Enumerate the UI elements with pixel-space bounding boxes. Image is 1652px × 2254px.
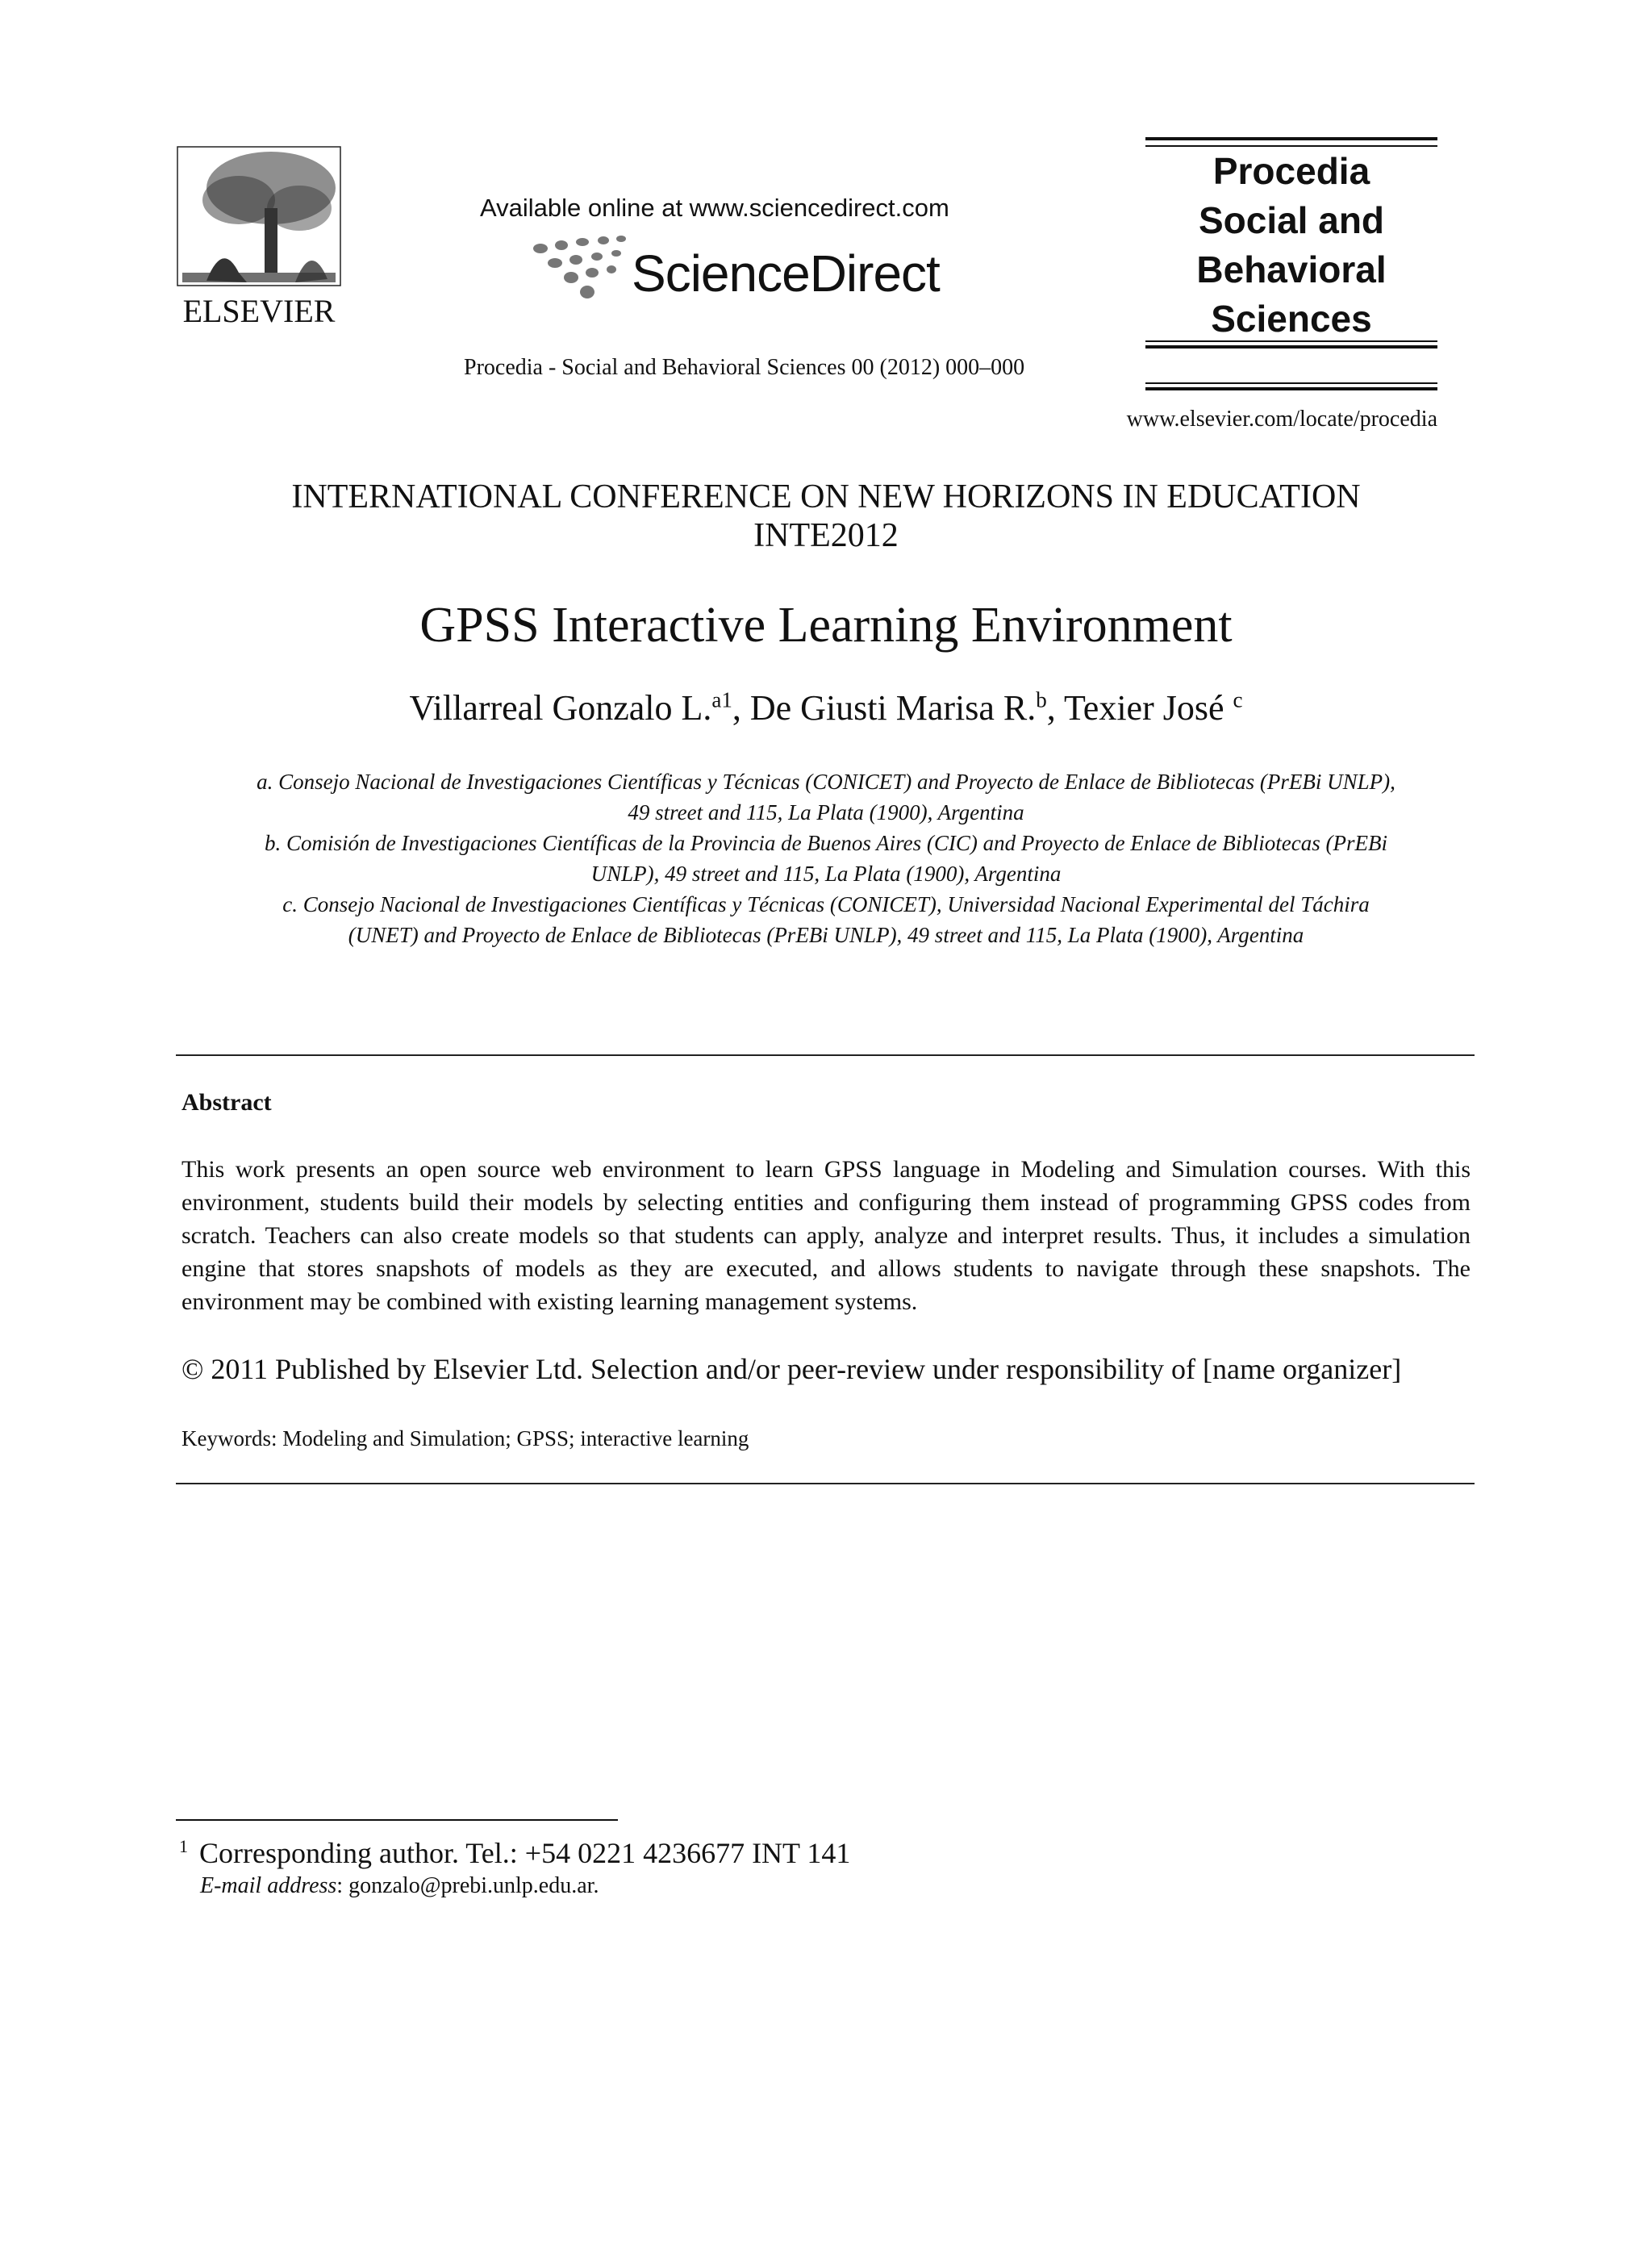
footnote-mark: 1 <box>179 1836 188 1856</box>
email-label: E-mail address <box>200 1873 337 1898</box>
procedia-title-line: Procedia <box>1212 150 1370 192</box>
elsevier-wordmark: ELSEVIER <box>182 293 336 329</box>
author-affiliation-mark: b <box>1036 687 1047 712</box>
available-online-text: Available online at www.sciencedirect.com <box>480 194 949 222</box>
procedia-title-line: Sciences <box>1211 298 1372 340</box>
procedia-journal-box <box>1145 137 1437 394</box>
conference-line: INTERNATIONAL CONFERENCE ON NEW HORIZONS IN EDUCATION <box>291 478 1361 515</box>
procedia-title-line: Social and <box>1198 199 1385 241</box>
abstract-body: This work presents an open source web environment to learn GPSS language in Modeling and Simulation courses. With this environment, students build their models by selecting entities and configuring them instead of programming GPSS codes from scratch. Teachers can also create models so that students can apply, analyze and interpret results. Thus, it includes a simulation engine that stores snapshots of models as they are executed, and allows students to navigate through these snapshots. The environment may be combined with existing learning management systems. <box>181 1156 1471 1315</box>
affiliation-line: c. Consejo Nacional de Investigaciones Científicas y Técnicas (CONICET), Universidad Nacional Experimental del Táchira <box>282 892 1370 916</box>
procedia-title-line: Behavioral <box>1196 248 1387 290</box>
footnote-email <box>200 1873 599 1899</box>
footnote-text: Corresponding author. Tel.: +54 0221 4236677 INT 141 <box>199 1837 851 1869</box>
affiliation-line: a. Consejo Nacional de Investigaciones Científicas y Técnicas (CONICET) and Proyecto de Enlace de Bibliotecas (PrEBi UNLP), <box>257 770 1395 794</box>
keywords: Keywords: Modeling and Simulation; GPSS; interactive learning <box>181 1426 749 1450</box>
abstract-heading: Abstract <box>181 1089 272 1116</box>
email-address[interactable]: : gonzalo@prebi.unlp.edu.ar. <box>336 1873 599 1898</box>
abstract-top-divider <box>176 1054 1475 1056</box>
affiliation-line: b. Comisión de Investigaciones Científicas de la Provincia de Buenos Aires (CIC) and Proyecto de Enlace de Bibliotecas (PrEBi <box>265 831 1387 855</box>
procedia-journal-title <box>1145 147 1437 344</box>
author-name: Texier José <box>1063 688 1233 728</box>
journal-reference: Procedia - Social and Behavioral Sciences 00 (2012) 000–000 <box>464 355 1025 380</box>
author-list: Villarreal Gonzalo L.$^{a1}$, De Giusti Marisa R.$^b$, Texier José $^c$ <box>409 687 1243 728</box>
conference-name <box>161 478 1491 555</box>
conference-line: INTE2012 <box>753 517 899 554</box>
affiliation-line: UNLP), 49 street and 115, La Plata (1900), Argentina <box>590 862 1062 886</box>
author-affiliation-mark: a1 <box>711 687 732 712</box>
author-name: Villarreal Gonzalo L. <box>409 688 712 728</box>
affiliation-line: (UNET) and Proyecto de Enlace de Bibliotecas (PrEBi UNLP), 49 street and 115, La Plata (1900), Argentina <box>348 923 1304 947</box>
footnote-corresponding-author <box>179 1836 850 1870</box>
paper-title: GPSS Interactive Learning Environment <box>419 598 1233 653</box>
author-affiliation-mark: c <box>1233 687 1243 712</box>
affiliation-line: 49 street and 115, La Plata (1900), Argentina <box>628 800 1024 824</box>
author-name: De Giusti Marisa R. <box>749 688 1037 728</box>
footnote-divider <box>176 1819 618 1821</box>
abstract-bottom-divider <box>176 1483 1475 1484</box>
affiliations <box>161 766 1491 950</box>
copyright-notice: © 2011 Published by Elsevier Ltd. Selection and/or peer-review under responsibility of [name organizer] <box>181 1353 1402 1385</box>
sciencedirect-wordmark: ScienceDirect <box>632 244 940 303</box>
sciencedirect-dots-icon <box>526 232 631 305</box>
elsevier-locate-link[interactable]: www.elsevier.com/locate/procedia <box>1126 407 1437 432</box>
